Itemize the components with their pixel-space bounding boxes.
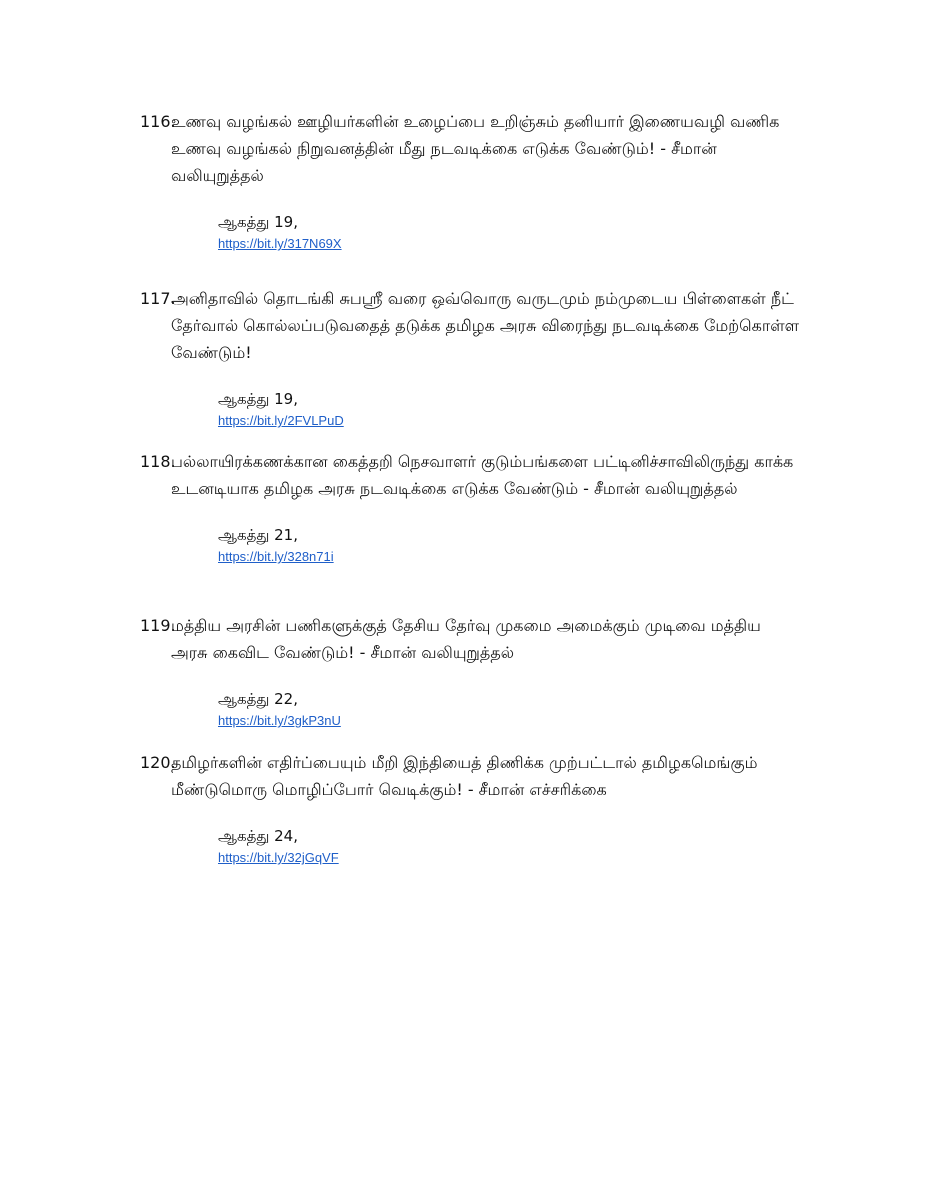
entry-number: 120. [140, 753, 176, 772]
entry-header [140, 448, 800, 502]
entry-header [140, 749, 800, 803]
list-item [140, 448, 800, 567]
entry-meta [218, 524, 800, 567]
entry-date: ஆகத்து 19, [218, 213, 298, 231]
entry-number: 117. [140, 289, 176, 308]
entry-meta [218, 825, 800, 868]
entry-date: ஆகத்து 24, [218, 827, 298, 845]
entry-header [140, 285, 800, 366]
list-item [140, 749, 800, 868]
entry-link[interactable]: https://bit.ly/328n71i [218, 549, 334, 564]
entry-meta [218, 211, 800, 254]
entry-meta [218, 688, 800, 731]
entry-title: தமிழர்களின் எதிர்ப்பையும் மீறி இந்தியைத் திணிக்க முற்பட்டால் தமிழகமெங்கும் மீண்டுமொரு மொழிப்போர் வெடிக்கும்! - சீமான் எச்சரிக்கை [171, 753, 758, 799]
entry-header [140, 612, 800, 666]
entry-title: பல்லாயிரக்கணக்கான கைத்தறி நெசவாளர் குடும்பங்களை பட்டினிச்சாவிலிருந்து காக்க உடனடியாக தமிழக அரசு நடவடிக்கை எடுக்க வேண்டும் - சீமான் வலியுறுத்தல் [171, 452, 794, 498]
entry-link[interactable]: https://bit.ly/317N69X [218, 236, 342, 251]
entry-link[interactable]: https://bit.ly/3gkP3nU [218, 713, 341, 728]
entry-number: 116. [140, 112, 176, 131]
entry-meta [218, 388, 800, 431]
entry-link[interactable]: https://bit.ly/32jGqVF [218, 850, 339, 865]
entry-date: ஆகத்து 22, [218, 690, 298, 708]
entry-title: அனிதாவில் தொடங்கி சுபஸ்ரீ வரை ஒவ்வொரு வருடமும் நம்முடைய பிள்ளைகள் நீட் தேர்வால் கொல்லப்படுவதைத் தடுக்க தமிழக அரசு விரைந்து நடவடிக்கை மேற்கொள்ள வேண்டும்! [171, 289, 800, 362]
list-item [140, 285, 800, 431]
list-item [140, 612, 800, 731]
entry-header [140, 108, 800, 189]
entry-title: மத்திய அரசின் பணிகளுக்குத் தேசிய தேர்வு முகமை அமைக்கும் முடிவை மத்திய அரசு கைவிட வேண்டும்! - சீமான் வலியுறுத்தல் [171, 616, 761, 662]
entry-number: 119. [140, 616, 176, 635]
list-item [140, 108, 800, 254]
entry-date: ஆகத்து 21, [218, 526, 298, 544]
entry-number: 118. [140, 452, 176, 471]
entry-title: உணவு வழங்கல் ஊழியர்களின் உழைப்பை உறிஞ்சும் தனியார் இணையவழி வணிக உணவு வழங்கல் நிறுவனத்தின் மீது நடவடிக்கை எடுக்க வேண்டும்! - சீமான் வலியுறுத்தல் [171, 112, 780, 185]
entry-link[interactable]: https://bit.ly/2FVLPuD [218, 413, 344, 428]
entry-date: ஆகத்து 19, [218, 390, 298, 408]
